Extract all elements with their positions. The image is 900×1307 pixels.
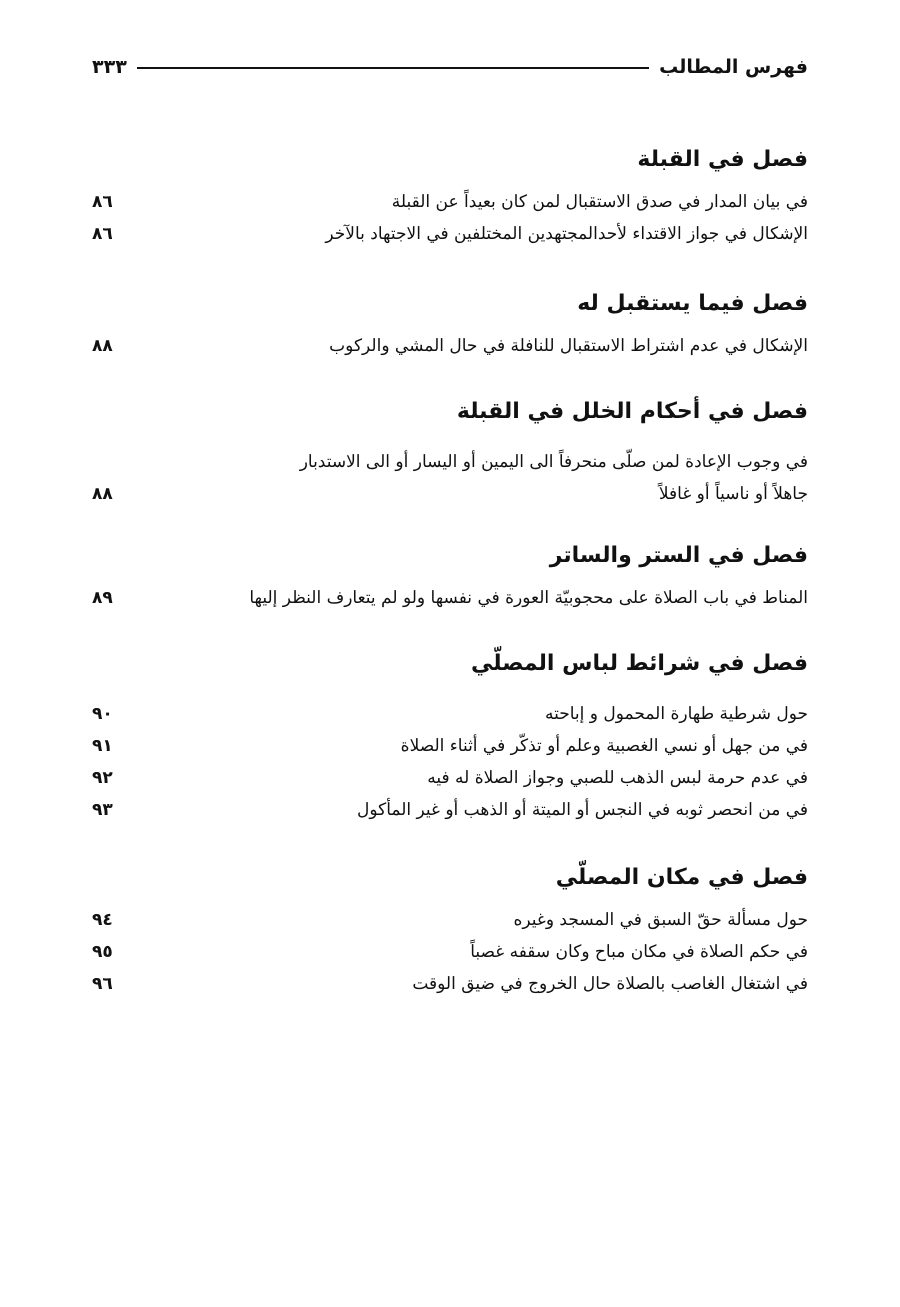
entry-title: في حكم الصلاة في مكان مباح وكان سقفه غصباً [470, 942, 808, 962]
entry-title: حول مسألة حقّ السبق في المسجد وغيره [513, 910, 808, 930]
entry-page-number: ٨٨ [92, 484, 113, 504]
running-header-title: فهرس المطالب [659, 56, 808, 78]
entry-page-number: ٩١ [92, 736, 113, 756]
toc-entry [92, 904, 808, 936]
page-number: ٣٣٣ [92, 56, 127, 78]
entry-page-number: ٨٦ [92, 192, 113, 212]
entry-title: الإشكال في جواز الاقتداء لأحدالمجتهدين المختلفين في الاجتهاد بالآخر [325, 224, 808, 244]
toc-entry [92, 936, 808, 968]
entry-page-number: ٩٢ [92, 768, 113, 788]
entry-title: المناط في باب الصلاة على محجوبيّة العورة في نفسها ولو لم يتعارف النظر إليها [249, 588, 808, 608]
entry-title: حول شرطية طهارة المحمول و إباحته [545, 704, 808, 724]
entry-title: في من جهل أو نسي الغصبية وعلم أو تذكّر في أثناء الصلاة [400, 736, 808, 756]
section-heading: فصل في مكان المصلّي [555, 865, 808, 890]
toc-entry [92, 582, 808, 614]
entry-title-line: جاهلاً أو ناسياً أو غافلاً [658, 484, 808, 504]
entry-title-line: في وجوب الإعادة لمن صلّى منحرفاً الى اليمين أو اليسار أو الى الاستدبار [299, 452, 808, 472]
entry-title: في عدم حرمة لبس الذهب للصبي وجواز الصلاة له فيه [427, 768, 808, 788]
toc-section [92, 644, 808, 826]
section-heading: فصل في القبلة [637, 147, 808, 172]
entry-title: الإشكال في عدم اشتراط الاستقبال للنافلة في حال المشي والركوب [329, 336, 808, 356]
toc-entry [92, 218, 808, 250]
entry-page-number: ٩٠ [92, 704, 113, 724]
toc-entry [92, 762, 808, 794]
entry-page-number: ٩٣ [92, 800, 113, 820]
toc-entry [92, 186, 808, 218]
toc-entry [92, 968, 808, 1000]
header-rule [137, 67, 649, 69]
entry-page-number: ٨٩ [92, 588, 113, 608]
entry-title [300, 446, 808, 510]
entry-page-number: ٩٥ [92, 942, 113, 962]
entry-page-number: ٩٤ [92, 910, 113, 930]
running-header [92, 52, 808, 82]
entry-title: في بيان المدار في صدق الاستقبال لمن كان بعيداً عن القبلة [391, 192, 808, 212]
section-heading: فصل في أحكام الخلل في القبلة [456, 399, 808, 424]
section-heading: فصل في الستر والساتر [549, 543, 808, 568]
toc-entry [92, 698, 808, 730]
toc-entry [92, 794, 808, 826]
entry-page-number: ٩٦ [92, 974, 113, 994]
toc-section [92, 140, 808, 250]
entry-page-number: ٨٨ [92, 336, 113, 356]
toc-entry [92, 730, 808, 762]
toc-section [92, 284, 808, 362]
toc-entry [92, 330, 808, 362]
toc-section [92, 858, 808, 1000]
toc-section [92, 536, 808, 614]
toc-section [92, 392, 808, 510]
table-of-contents [92, 140, 808, 1028]
toc-entry [92, 446, 808, 510]
entry-title: في من انحصر ثوبه في النجس أو الميتة أو الذهب أو غير المأكول [357, 800, 808, 820]
section-heading: فصل في شرائط لباس المصلّي [470, 651, 808, 676]
section-heading: فصل فيما يستقبل له [577, 291, 808, 316]
entry-title: في اشتغال الغاصب بالصلاة حال الخروج في ضيق الوقت [412, 974, 808, 994]
entry-page-number: ٨٦ [92, 224, 113, 244]
